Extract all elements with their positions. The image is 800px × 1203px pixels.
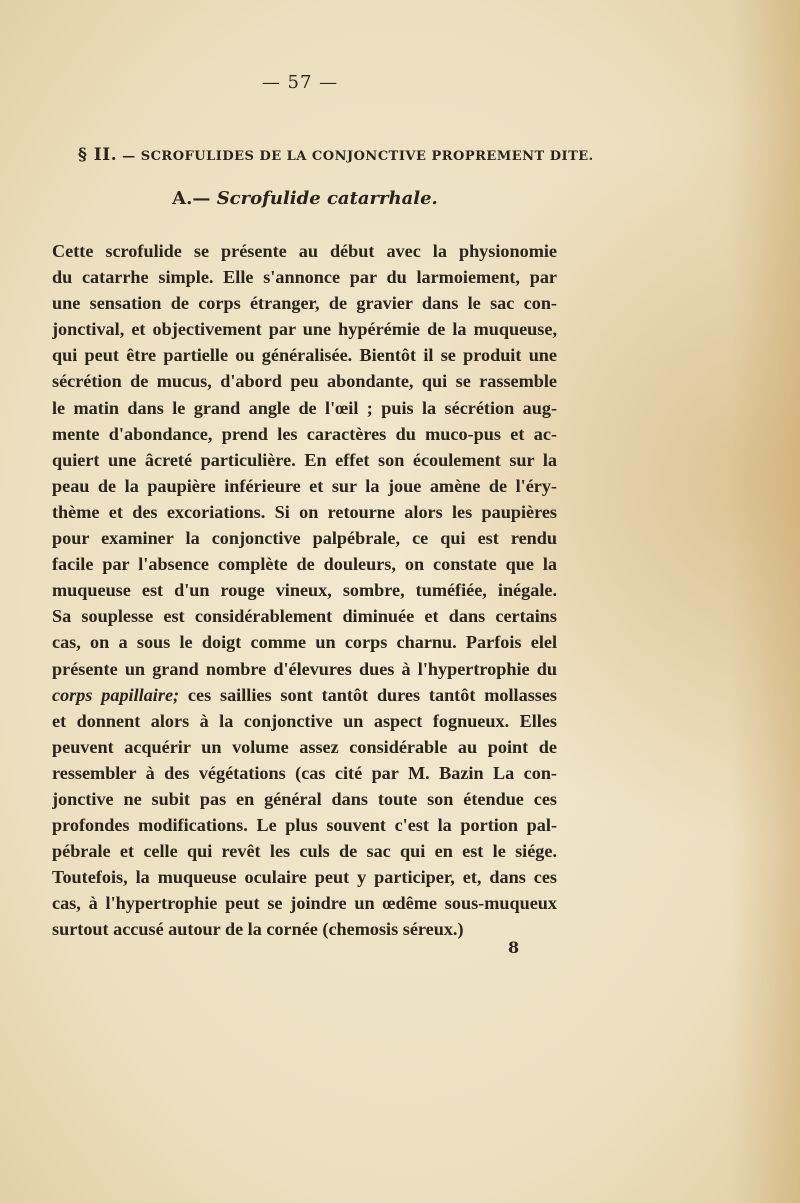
section-heading (78, 145, 594, 165)
paragraph-line: Sa souplesse est considérablement diminuée et dans certains (52, 606, 557, 627)
paragraph-line: cas, on a sous le doigt comme un corps charnu. Parfois elel (52, 632, 557, 653)
page-edge-stain (730, 0, 800, 1203)
paragraph-line: jonctive ne subit pas en général dans toute son étendue ces (52, 788, 557, 809)
subheading-title: Scrofulide catarrhale. (216, 188, 438, 209)
paragraph-line: peau de la paupière inférieure et sur la joue amène de l'éry- (52, 475, 557, 496)
paragraph-line: jonctival, et objectivement par une hypérémie de la muqueuse, (52, 319, 557, 340)
paragraph-line: le matin dans le grand angle de l'œil ; puis la sécrétion aug- (52, 397, 557, 418)
italic-term: corps papillaire; (52, 684, 180, 705)
paragraph-line: du catarrhe simple. Elle s'annonce par du larmoiement, par (52, 267, 557, 288)
page-number: — 57 — (261, 72, 339, 93)
paragraph-line: cas, à l'hypertrophie peut se joindre un œdême sous-muqueux (52, 893, 557, 914)
signature-mark: 8 (508, 938, 520, 957)
paragraph-line-mixed (52, 682, 557, 708)
paragraph-line: Toutefois, la muqueuse oculaire peut y participer, et, dans ces (52, 867, 557, 888)
line-rest: ces saillies sont tantôt dures tantôt mollasses (179, 684, 557, 705)
paragraph-line: pébrale et celle qui revêt les culs de sac qui en est le siége. (52, 841, 557, 862)
paragraph-line: surtout accusé autour de la cornée (chemosis séreux.) (52, 919, 464, 940)
paragraph-line: qui peut être partielle ou généralisée. Bientôt il se produit une (52, 345, 557, 366)
subheading (0, 188, 610, 209)
paragraph-line: une sensation de corps étranger, de gravier dans le sac con- (52, 293, 557, 314)
paragraph-line: peuvent acquérir un volume assez considérable au point de (52, 736, 557, 757)
paragraph-line: thème et des excoriations. Si on retourne alors les paupières (52, 501, 557, 522)
paragraph-line: mente d'abondance, prend les caractères du muco-pus et ac- (52, 423, 557, 444)
paragraph-line: profondes modifications. Le plus souvent c'est la portion pal- (52, 815, 557, 836)
paragraph-line: pour examiner la conjonctive palpébrale, ce qui est rendu (52, 528, 557, 549)
section-number: § II. (78, 145, 118, 165)
paragraph-line: présente un grand nombre d'élevures dues à l'hypertrophie du (52, 658, 557, 679)
paragraph-line: et donnent alors à la conjonctive un aspect fognueux. Elles (52, 710, 557, 731)
body-paragraph (52, 238, 557, 943)
paragraph-line: muqueuse est d'un rouge vineux, sombre, tuméfiée, inégale. (52, 580, 557, 601)
paragraph-line: facile par l'absence complète de douleurs, on constate que la (52, 554, 557, 575)
section-title: — SCROFULIDES DE LA CONJONCTIVE PROPREMENT DITE. (122, 149, 594, 164)
paragraph-line: quiert une âcreté particulière. En effet son écoulement sur la (52, 449, 557, 470)
subheading-letter: A.— (172, 188, 211, 209)
paragraph-line: ressembler à des végétations (cas cité par M. Bazin La con- (52, 762, 557, 783)
paragraph-line: sécrétion de mucus, d'abord peu abondante, qui se rassemble (52, 371, 557, 392)
paragraph-line: Cette scrofulide se présente au début avec la physionomie (52, 241, 557, 261)
